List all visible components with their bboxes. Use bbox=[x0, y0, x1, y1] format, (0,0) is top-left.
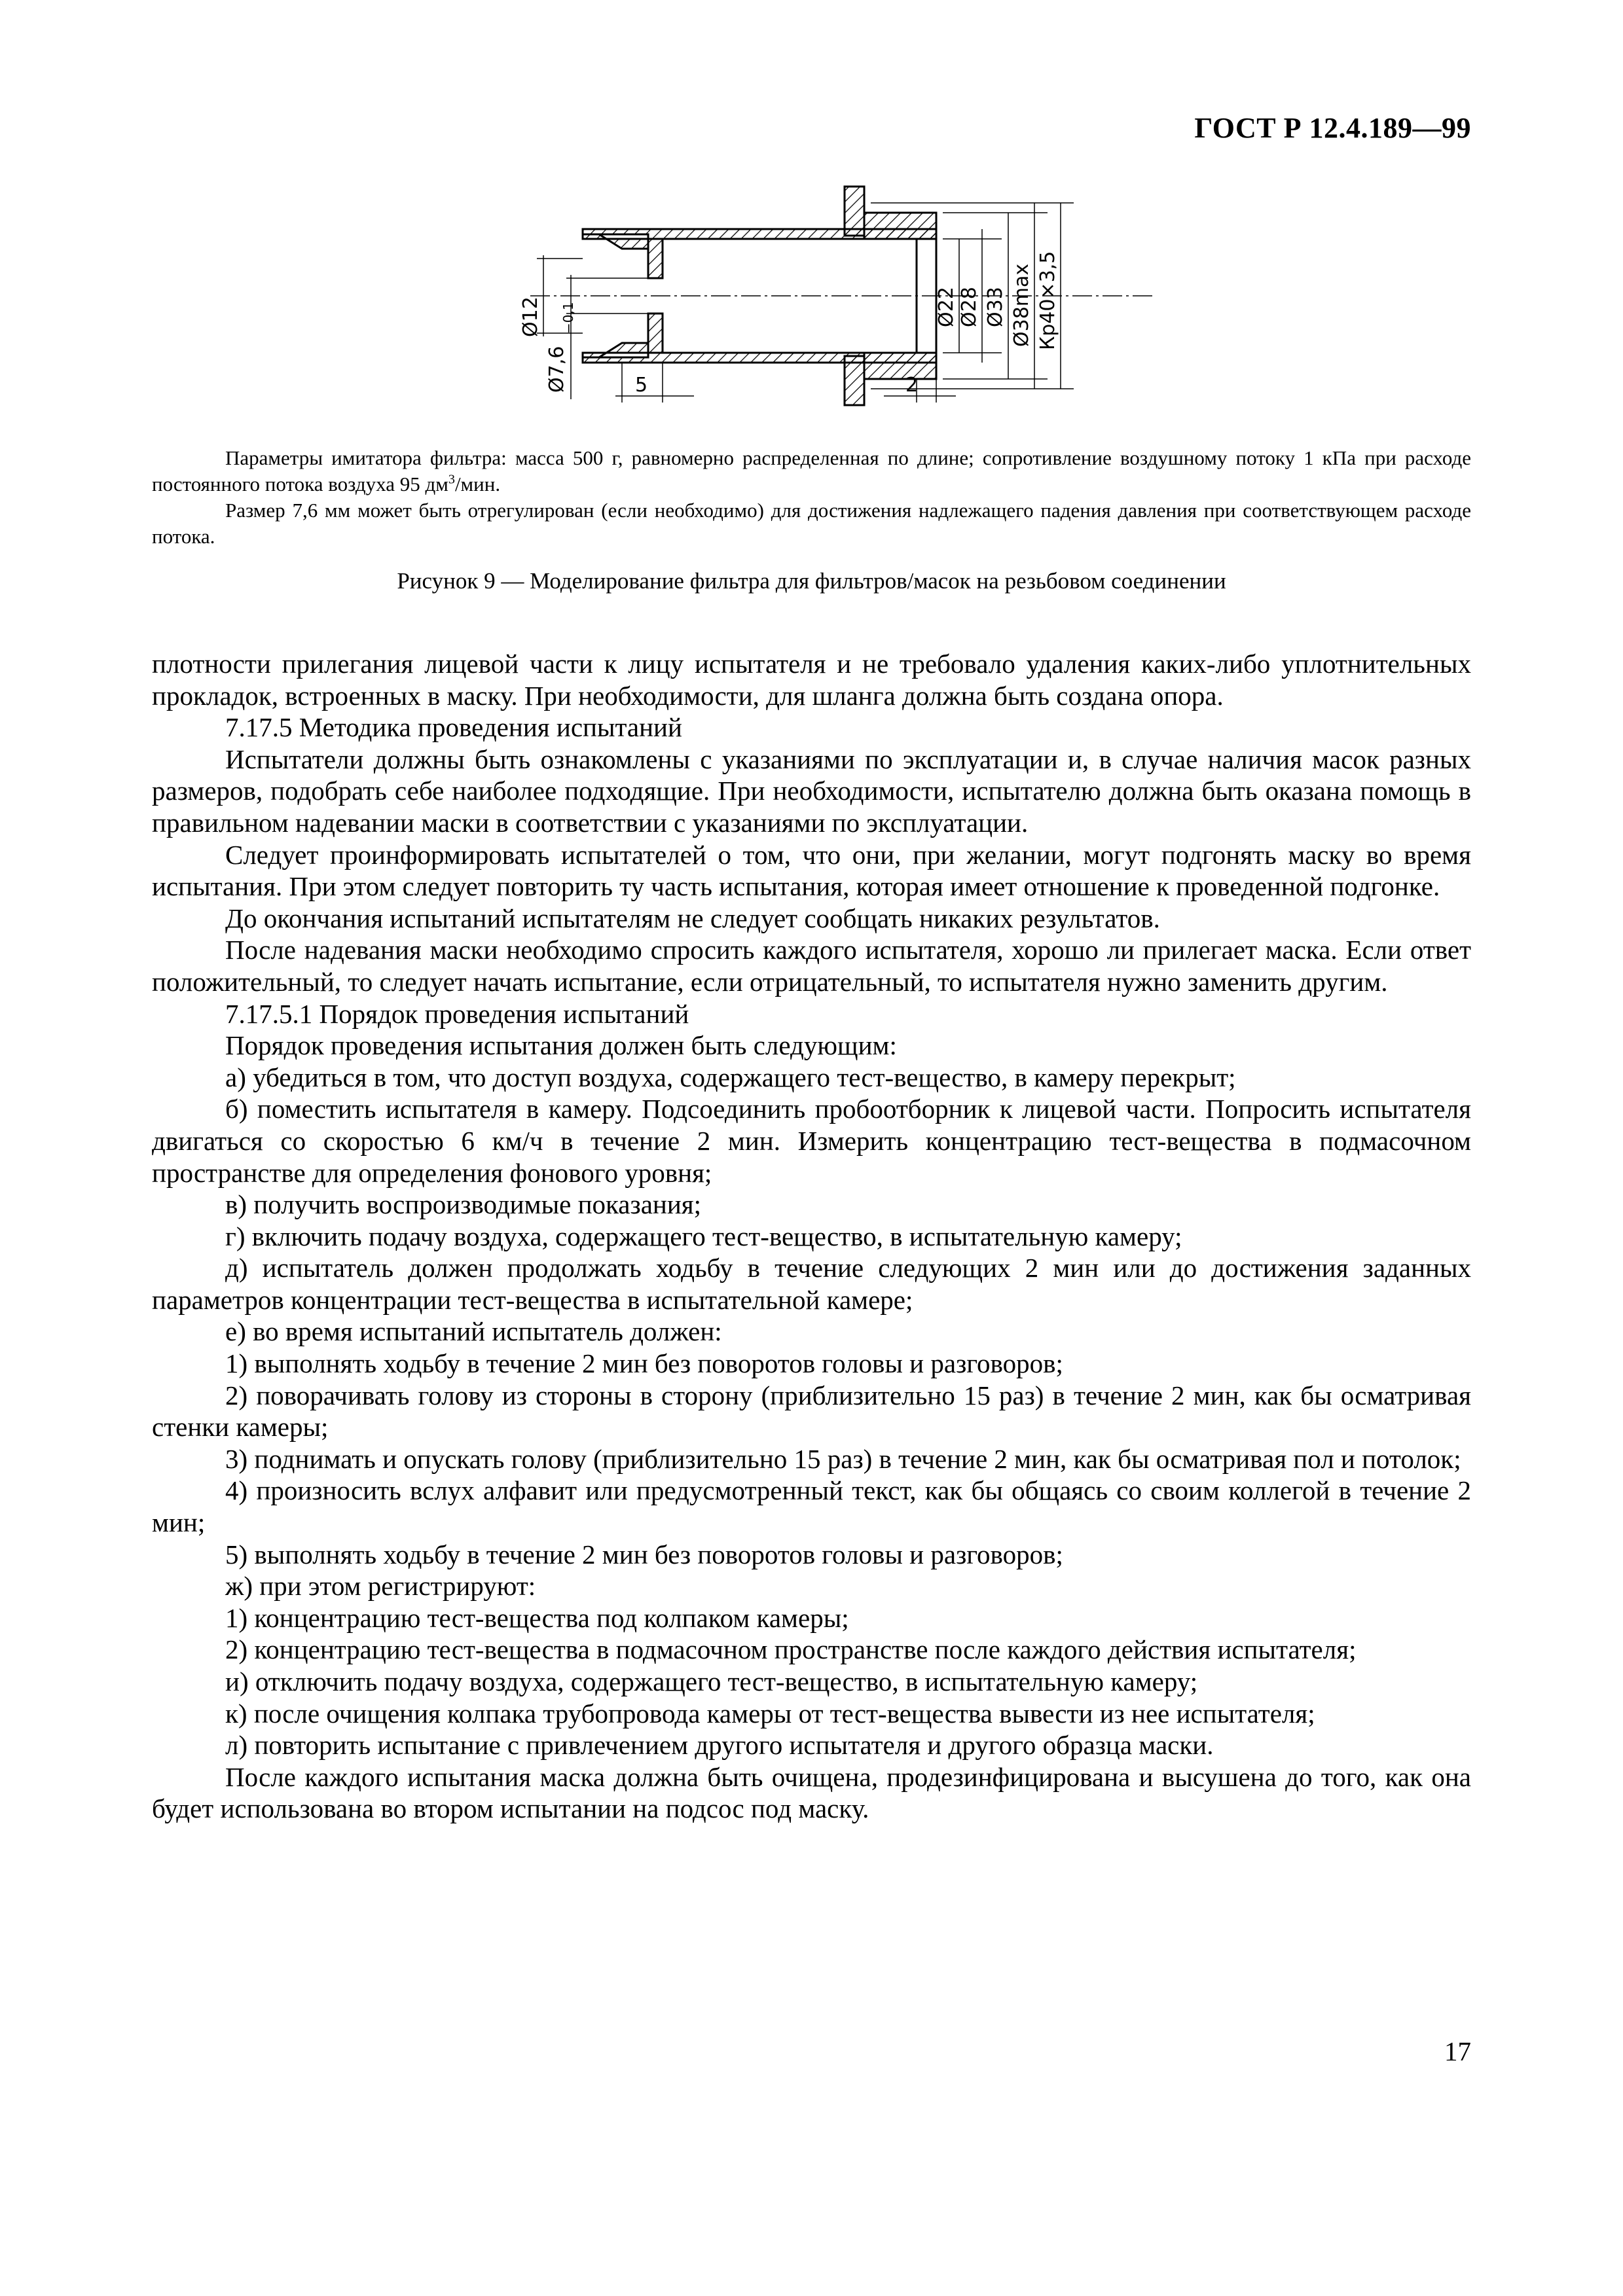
dim-d33-label: Ø33 bbox=[984, 287, 1007, 327]
list-item: г) включить подачу воздуха, содержащего тест-вещество, в испытательную камеру; bbox=[225, 1221, 1182, 1251]
list-item: и) отключить подачу воздуха, содержащего тест-вещество, в испытательную камеру; bbox=[225, 1666, 1198, 1696]
technical-drawing-svg bbox=[458, 177, 1178, 425]
list-item: 5) выполнять ходьбу в течение 2 мин без поворотов головы и разговоров; bbox=[225, 1539, 1063, 1570]
list-item: 2) концентрацию тест-вещества в подмасочном пространстве после каждого действия испытателя; bbox=[225, 1634, 1357, 1665]
filter-simulator-drawing bbox=[458, 177, 1178, 425]
list-item: 2) поворачивать голову из стороны в сторону (приблизительно 15 раз) в течение 2 мин, как бы осматривая стенки камеры; bbox=[152, 1380, 1471, 1443]
section-heading: 7.17.5.1 Порядок проведения испытаний bbox=[225, 998, 689, 1029]
list-item: 1) выполнять ходьбу в течение 2 мин без поворотов головы и разговоров; bbox=[225, 1348, 1063, 1379]
dim-len2-label: 2 bbox=[905, 374, 919, 397]
section-heading: 7.17.5 Методика проведения испытаний bbox=[225, 712, 682, 743]
paragraph: Следует проинформировать испытателей о том, что они, при желании, могут подгонять маску во время испытания. При этом следует повторить ту часть испытания, которая имеет отношение к проведенной подгонке. bbox=[152, 839, 1471, 902]
paragraph: Испытатели должны быть ознакомлены с указаниями по эксплуатации и, в случае наличия масок разных размеров, подобрать себе наиболее подходящие. При необходимости, испытателю должна быть оказана помощь в правильном надевании маски в соответствии с указаниями по эксплуатации. bbox=[152, 744, 1471, 838]
list-item: в) получить воспроизводимые показания; bbox=[225, 1189, 702, 1220]
list-item: 3) поднимать и опускать голову (приблизительно 15 раз) в течение 2 мин, как бы осматривая пол и потолок; bbox=[225, 1443, 1461, 1474]
figure-note-2: Размер 7,6 мм может быть отрегулирован (если необходимо) для достижения надлежащего падения давления при соответствующем расходе потока. bbox=[152, 499, 1471, 548]
figure-notes bbox=[152, 445, 1471, 550]
dim-len5-label: 5 bbox=[635, 374, 648, 397]
paragraph: Порядок проведения испытания должен быть следующим: bbox=[225, 1030, 897, 1061]
figure-title: Рисунок 9 — Моделирование фильтра для фильтров/масок на резьбовом соединении bbox=[397, 568, 1226, 594]
document-code-header: ГОСТ Р 12.4.189—99 bbox=[1194, 112, 1471, 144]
list-item: к) после очищения колпака трубопровода камеры от тест-вещества вывести из нее испытателя; bbox=[225, 1698, 1315, 1729]
list-item: д) испытатель должен продолжать ходьбу в течение следующих 2 мин или до достижения заданных параметров концентрации тест-вещества в испытательной камере; bbox=[152, 1253, 1471, 1315]
list-item: ж) при этом регистрируют: bbox=[225, 1571, 536, 1602]
body-text bbox=[152, 648, 1471, 1825]
list-item: л) повторить испытание с привлечением другого испытателя и другого образца маски. bbox=[225, 1730, 1214, 1761]
paragraph: После надевания маски необходимо спросить каждого испытателя, хорошо ли прилегает маска. Если ответ положительный, то следует начать испытание, если отрицательный, то испытателя нужно заменить другим. bbox=[152, 935, 1471, 997]
dim-d7-6-tolerance: −0,1 bbox=[560, 302, 576, 334]
dim-d12-label: Ø12 bbox=[519, 296, 542, 337]
list-item: 1) концентрацию тест-вещества под колпаком камеры; bbox=[225, 1602, 849, 1633]
list-item: б) поместить испытателя в камеру. Подсоединить пробоотборник к лицевой части. Попросить испытателя двигаться со скоростью 6 км/ч в течение 2 мин. Измерить концентрацию тест-вещества в подмасочном пространстве для определения фонового уровня; bbox=[152, 1094, 1471, 1188]
paragraph: После каждого испытания маска должна быть очищена, продезинфицирована и высушена до того, как она будет использована во втором испытании на подсос под маску. bbox=[152, 1761, 1471, 1824]
list-item: е) во время испытаний испытатель должен: bbox=[225, 1316, 722, 1347]
list-item: 4) произносить вслух алфавит или предусмотренный текст, как бы общаясь со своим коллегой в течение 2 мин; bbox=[152, 1475, 1471, 1538]
dim-d22-label: Ø22 bbox=[935, 287, 958, 327]
list-item: а) убедиться в том, что доступ воздуха, содержащего тест-вещество, в камеру перекрыт; bbox=[225, 1062, 1236, 1092]
paragraph: плотности прилегания лицевой части к лицу испытателя и не требовало удаления каких-либо уплотнительных прокладок, встроенных в маску. При необходимости, для шланга должна быть создана опора. bbox=[152, 649, 1471, 711]
page-number: 17 bbox=[1444, 2036, 1471, 2066]
dim-d28-label: Ø28 bbox=[958, 287, 981, 327]
figure-note-1: Параметры имитатора фильтра: масса 500 г, равномерно распределенная по длине; сопротивление воздушному потоку 1 кПа при расходе постоянного потока воздуха 95 $дм^3$/мин. bbox=[152, 446, 1471, 495]
paragraph: До окончания испытаний испытателям не следует сообщать никаких результатов. bbox=[225, 903, 1160, 933]
dim-d7-6-label: Ø7,6 bbox=[545, 346, 568, 393]
dim-d38-label: Ø38max bbox=[1010, 263, 1033, 347]
dim-thread-label: Кр40×3,5 bbox=[1036, 251, 1059, 350]
